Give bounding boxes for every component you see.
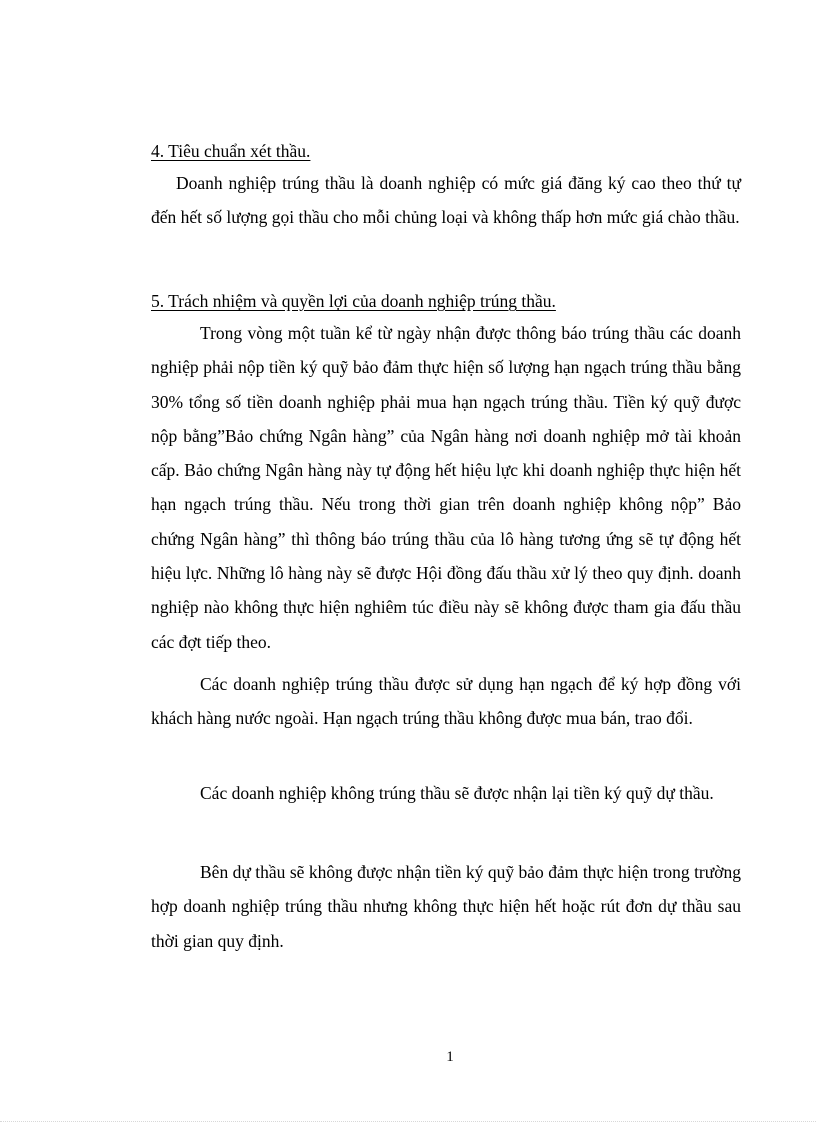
section-5-paragraph-4: Bên dự thầu sẽ không được nhận tiền ký quỹ bảo đảm thực hiện trong trường hợp doanh nghiệp trúng thầu nhưng không thực hiện hết hoặc rút đơn dự thầu sau thời gian quy định.: [151, 862, 741, 951]
section-5-paragraph-3: Các doanh nghiệp không trúng thầu sẽ được nhận lại tiền ký quỹ dự thầu.: [200, 783, 714, 803]
section-5-heading: 5. Trách nhiệm và quyền lợi của doanh nghiệp trúng thầu.: [151, 291, 556, 311]
section-5-paragraph-1: Trong vòng một tuần kể từ ngày nhận được thông báo trúng thầu các doanh nghiệp phải nộp tiền ký quỹ bảo đảm thực hiện số lượng hạn ngạch trúng thầu bằng 30% tổng số tiền doanh nghiệp phải mua hạn ngạch trúng thầu. Tiền ký quỹ được nộp bằng”Bảo chứng Ngân hàng” của Ngân hàng nơi doanh nghiệp mở tài khoản cấp. Bảo chứng Ngân hàng này tự động hết hiệu lực khi doanh nghiệp thực hiện hết hạn ngạch trúng thầu. Nếu trong thời gian trên doanh nghiệp không nộp” Bảo chứng Ngân hàng” thì thông báo trúng thầu của lô hàng tương ứng sẽ tự động hết hiệu lực. Những lô hàng này sẽ được Hội đồng đấu thầu xử lý theo quy định. doanh nghiệp nào không thực hiện nghiêm túc điều này sẽ không được tham gia đấu thầu các đợt tiếp theo.: [151, 323, 741, 652]
section-4-paragraph: Doanh nghiệp trúng thầu là doanh nghiệp có mức giá đăng ký cao theo thứ tự đến hết số lượng gọi thầu cho mỗi chủng loại và không thấp hơn mức giá chào thầu.: [151, 173, 741, 228]
section-4-heading: 4. Tiêu chuẩn xét thầu.: [151, 141, 311, 161]
page-bottom-divider: [0, 1121, 816, 1122]
section-5-paragraph-2: Các doanh nghiệp trúng thầu được sử dụng hạn ngạch để ký hợp đồng với khách hàng nước ngoài. Hạn ngạch trúng thầu không được mua bán, trao đổi.: [151, 674, 741, 729]
page-number: 1: [446, 1049, 454, 1065]
